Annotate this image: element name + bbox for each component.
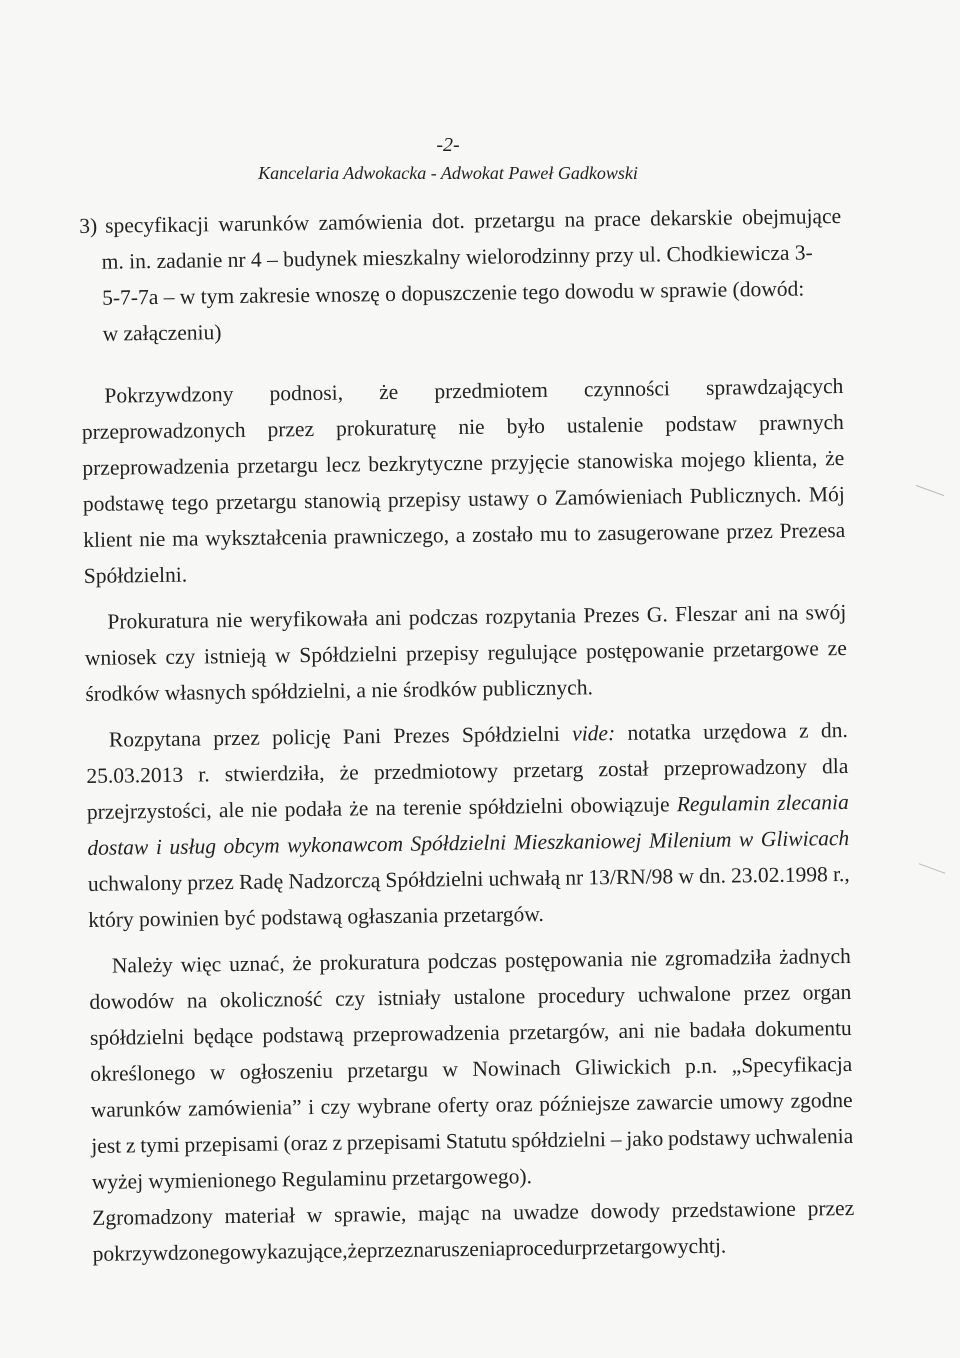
word: policję xyxy=(271,724,331,750)
word: w xyxy=(306,1202,323,1228)
word: zostało xyxy=(472,522,534,547)
word: Nadzorczą xyxy=(288,868,381,894)
word: regulujące xyxy=(487,639,578,665)
word: Pani xyxy=(342,724,382,749)
word: lecz xyxy=(325,452,361,477)
word: czy xyxy=(320,1094,351,1119)
word: mojego xyxy=(680,447,746,473)
word: przetargów, xyxy=(508,1019,610,1045)
word: specyfikacji xyxy=(104,212,210,238)
word: przetargowe xyxy=(712,636,820,662)
word: wyżej wymienionego Regulaminu przetargowego). xyxy=(91,1164,533,1194)
word: tymi xyxy=(140,1132,180,1158)
word: ogłoszeniu xyxy=(239,1058,334,1084)
word: w xyxy=(738,827,754,852)
word: przeprowadzenia xyxy=(352,1020,500,1047)
word: ani xyxy=(375,605,402,631)
word: stanowią xyxy=(303,488,381,514)
word: nie xyxy=(251,797,278,822)
word: przedstawione xyxy=(671,1196,797,1223)
word: prace xyxy=(594,206,641,232)
word: uchwalony xyxy=(87,870,183,896)
word: zamówienia xyxy=(318,209,423,235)
word: dekarskie xyxy=(650,205,733,231)
word: przez xyxy=(743,980,791,1006)
page-number: -2- xyxy=(436,134,460,156)
word: istnieją xyxy=(203,643,267,669)
word: stwierdziła, xyxy=(224,760,325,787)
word: późniejsze xyxy=(539,1090,631,1117)
word: nie xyxy=(216,607,243,633)
word: przyjęcie xyxy=(490,449,570,475)
word: obejmujące xyxy=(741,204,842,230)
word: sprawie, xyxy=(333,1201,407,1227)
word: przedmiotowy xyxy=(373,758,499,785)
word: prokuraturę xyxy=(335,415,437,441)
word: obcym xyxy=(223,833,280,859)
word: terenie xyxy=(402,795,462,820)
word: procedur xyxy=(504,1235,582,1261)
word: r., xyxy=(832,861,850,887)
word: nr xyxy=(565,865,584,890)
word: wykazujące, xyxy=(240,1238,348,1264)
word: uwadze xyxy=(513,1199,580,1225)
word: dla xyxy=(821,753,849,779)
word: czy xyxy=(334,986,366,1011)
word: dokumentu xyxy=(754,1015,852,1042)
word: ustawy xyxy=(468,486,530,511)
word: Prokuratura xyxy=(107,608,210,634)
word: sprawdzających xyxy=(705,374,844,400)
word: przetargowych xyxy=(581,1233,710,1260)
word: Fleszar xyxy=(674,601,738,627)
word: Regulamin xyxy=(676,791,771,817)
word: dowodów xyxy=(89,988,175,1014)
word: dn. xyxy=(698,863,727,888)
word: Spółdzielni. xyxy=(83,562,188,588)
word: przepisy xyxy=(405,640,480,666)
word: został xyxy=(598,756,649,782)
word: że xyxy=(339,760,359,785)
word: to xyxy=(573,521,592,546)
word: Spółdzielni xyxy=(299,641,398,668)
word: istniały xyxy=(377,985,442,1011)
word: Spółdzielni xyxy=(461,721,561,748)
word: o xyxy=(536,485,548,511)
word: z xyxy=(798,718,809,743)
word: przepisy xyxy=(387,487,461,512)
word: i xyxy=(155,834,162,860)
word: urzędowa xyxy=(702,718,787,744)
word: tego xyxy=(171,490,209,515)
word: że xyxy=(292,951,312,976)
word: Gliwickich xyxy=(574,1054,671,1080)
word: przetargu xyxy=(347,1057,429,1083)
word: Mój xyxy=(808,482,845,507)
word: przeprowadzonych xyxy=(81,417,246,444)
word: wybrane xyxy=(356,1093,432,1119)
word: oferty xyxy=(437,1092,490,1118)
word: pokrzywdzonego xyxy=(92,1239,241,1266)
document-body xyxy=(79,198,855,1272)
word: że xyxy=(347,1238,367,1263)
word: badała xyxy=(689,1017,746,1043)
word: Prezes xyxy=(583,602,640,628)
word: przedmiotem xyxy=(434,377,548,404)
word: na xyxy=(777,600,799,625)
word: przez xyxy=(807,1195,855,1221)
word: Publicznych. xyxy=(689,482,802,509)
word: na xyxy=(564,207,585,232)
word: ma xyxy=(172,526,199,551)
word: przez xyxy=(366,1237,414,1263)
word: przez xyxy=(187,870,235,895)
word: Mieszkaniowej xyxy=(513,828,642,855)
word: środków własnych spółdzielni, a nie środków publicznych. xyxy=(85,675,594,706)
word: podczas xyxy=(408,604,479,630)
word: zawarcie xyxy=(636,1089,714,1115)
word: klient xyxy=(83,527,133,552)
word: p.n. xyxy=(684,1053,718,1079)
word: w xyxy=(209,1060,226,1085)
word: i xyxy=(307,1095,315,1120)
word: jako xyxy=(626,1126,664,1151)
word: Rozpytana xyxy=(108,726,202,752)
word: podstaw xyxy=(665,411,738,437)
word: podstawą xyxy=(262,1022,344,1048)
word: że xyxy=(379,379,399,405)
word: zgodne xyxy=(790,1087,853,1113)
word: przetargu xyxy=(474,207,556,233)
word: było xyxy=(506,413,546,439)
word: przez xyxy=(726,518,773,544)
word: podstawę xyxy=(82,490,165,516)
word: zlecania xyxy=(776,789,849,815)
word: nie xyxy=(458,414,485,440)
word: oraz xyxy=(495,1092,533,1117)
word: warunków xyxy=(218,210,310,237)
list-item-3 xyxy=(79,198,843,352)
word: mając xyxy=(417,1200,470,1226)
word: materiał xyxy=(224,1203,296,1229)
paragraph-2 xyxy=(84,594,847,712)
word: warunków xyxy=(90,1096,182,1122)
word: Spółdzielni xyxy=(385,866,484,893)
word: Milenium xyxy=(648,827,732,853)
word: podstawy xyxy=(667,1125,751,1151)
word: Prezes xyxy=(393,723,450,748)
word: prawnych xyxy=(758,410,844,436)
word: dn. xyxy=(820,717,848,743)
word: vide: xyxy=(572,721,616,746)
word: ani xyxy=(618,1018,645,1044)
word: podała xyxy=(284,796,343,822)
word: w xyxy=(442,1057,459,1082)
word: na xyxy=(375,795,397,821)
scan-mark xyxy=(916,485,945,496)
word: (oraz xyxy=(283,1130,328,1156)
word: okoliczność xyxy=(219,986,323,1013)
word: dot. xyxy=(431,208,465,234)
word: z xyxy=(125,1133,136,1158)
word: Spółdzielni xyxy=(410,830,507,856)
word: podczas xyxy=(427,948,498,974)
word: podnosi, xyxy=(269,380,344,406)
word: prawniczego, xyxy=(333,523,450,549)
word: swój xyxy=(805,599,847,625)
word: wniosek xyxy=(84,645,157,670)
word: ze xyxy=(827,635,847,661)
word: ustalone xyxy=(453,984,526,1010)
word: przetargu xyxy=(215,489,297,515)
word: zamówienia” xyxy=(187,1095,302,1121)
word: tj. xyxy=(708,1233,727,1258)
word: uchwalone xyxy=(637,981,732,1007)
word: spółdzielni xyxy=(468,793,564,819)
word: będące xyxy=(193,1023,254,1049)
word: przeprowadzony xyxy=(663,754,808,781)
word: przez xyxy=(267,416,315,442)
word: zasugerowane xyxy=(597,519,720,546)
word: przepisami xyxy=(346,1129,442,1155)
word: bezkrytyczne xyxy=(368,450,484,477)
word: z xyxy=(332,1130,343,1155)
word: że xyxy=(824,446,845,471)
word: Należy xyxy=(111,952,173,978)
word: organ xyxy=(802,979,852,1005)
word: prokuratura xyxy=(319,949,420,975)
word: 25.03.2013 xyxy=(86,762,184,788)
word: Zgromadzony xyxy=(92,1204,213,1230)
word: r. xyxy=(198,762,210,787)
word: – xyxy=(610,1126,622,1152)
word: ustalenie xyxy=(566,412,644,438)
word: uchwałą xyxy=(488,865,561,891)
word: umowy xyxy=(719,1088,785,1114)
paragraph-3 xyxy=(86,712,851,938)
word: spółdzielni xyxy=(89,1024,185,1050)
word: na xyxy=(481,1200,502,1225)
word: Gliwicach xyxy=(760,825,850,852)
word: uznać, xyxy=(228,951,285,977)
word: postępowanie xyxy=(585,637,705,664)
word: przez xyxy=(213,725,260,751)
paragraph-1 xyxy=(81,368,846,594)
word: czy xyxy=(165,644,196,669)
word: który powinien być podstawą ogłaszania przetargów. xyxy=(88,901,544,932)
word: na xyxy=(186,988,208,1013)
word: przepisami xyxy=(184,1131,279,1157)
word: a xyxy=(455,522,466,548)
word: dostaw xyxy=(87,835,149,860)
word: Radę xyxy=(238,869,284,894)
word: usług xyxy=(169,834,217,859)
word: w xyxy=(274,643,291,668)
word: przetarg xyxy=(513,757,584,783)
word: 23.02.1998 xyxy=(730,862,828,888)
word: nie xyxy=(138,526,166,552)
word: klienta, xyxy=(753,446,818,472)
word: postępowania xyxy=(504,946,624,973)
word: wykształcenia xyxy=(205,524,328,551)
word: przeprowadzenia xyxy=(82,454,230,480)
word: procedury xyxy=(537,982,626,1009)
word: „Specyfikacja xyxy=(731,1051,853,1078)
word: spółdzielni xyxy=(511,1127,607,1153)
word: w załączeniu) xyxy=(102,320,222,346)
word: Prezesa xyxy=(779,517,846,543)
word: Zamówieniach xyxy=(554,484,683,510)
word: nie xyxy=(653,1018,681,1043)
word: naruszenia xyxy=(413,1236,506,1262)
word: G. xyxy=(646,602,668,627)
word: weryfikowała xyxy=(249,606,369,632)
word: Statutu xyxy=(445,1128,507,1154)
word: czynności xyxy=(583,376,671,402)
word: rozpytania xyxy=(485,603,577,629)
word: ale xyxy=(218,797,245,823)
word: uchwalenia xyxy=(755,1123,854,1150)
word: przejrzystości, xyxy=(86,798,212,824)
word: przetargu xyxy=(236,452,319,478)
word: że xyxy=(349,796,369,821)
word: m. in. zadanie nr 4 – budynek mieszkalny wielorodzinny przy ul. Chodkiewicza 3- xyxy=(101,240,813,274)
word: dowody xyxy=(590,1198,661,1224)
letterhead: Kancelaria Adwokacka - Adwokat Paweł Gadkowski xyxy=(258,163,638,183)
word: obowiązuje xyxy=(570,792,670,818)
word: w xyxy=(678,864,695,889)
word: żadnych xyxy=(778,943,851,969)
word: zgromadziła xyxy=(664,945,772,971)
word: ani xyxy=(744,600,771,626)
word: Pokrzywdzony xyxy=(104,381,234,408)
scan-mark xyxy=(919,863,946,874)
word: nie xyxy=(630,946,658,971)
word: stanowiska xyxy=(577,448,674,474)
word: mu xyxy=(539,521,568,546)
word: 5-7-7a – w tym zakresie wnoszę o dopuszczenie tego dowodu w sprawie (dowód: xyxy=(102,276,805,310)
word: notatka xyxy=(627,720,691,745)
paragraph-4 xyxy=(89,938,854,1200)
word: więc xyxy=(180,952,222,977)
item-number: 3) xyxy=(79,213,98,238)
word: określonego xyxy=(90,1060,196,1086)
word: Nowinach xyxy=(472,1055,561,1081)
paragraph-5 xyxy=(92,1190,855,1272)
word: wykonawcom xyxy=(287,831,404,858)
word: jest xyxy=(91,1133,122,1158)
word: 13/RN/98 xyxy=(588,864,674,890)
